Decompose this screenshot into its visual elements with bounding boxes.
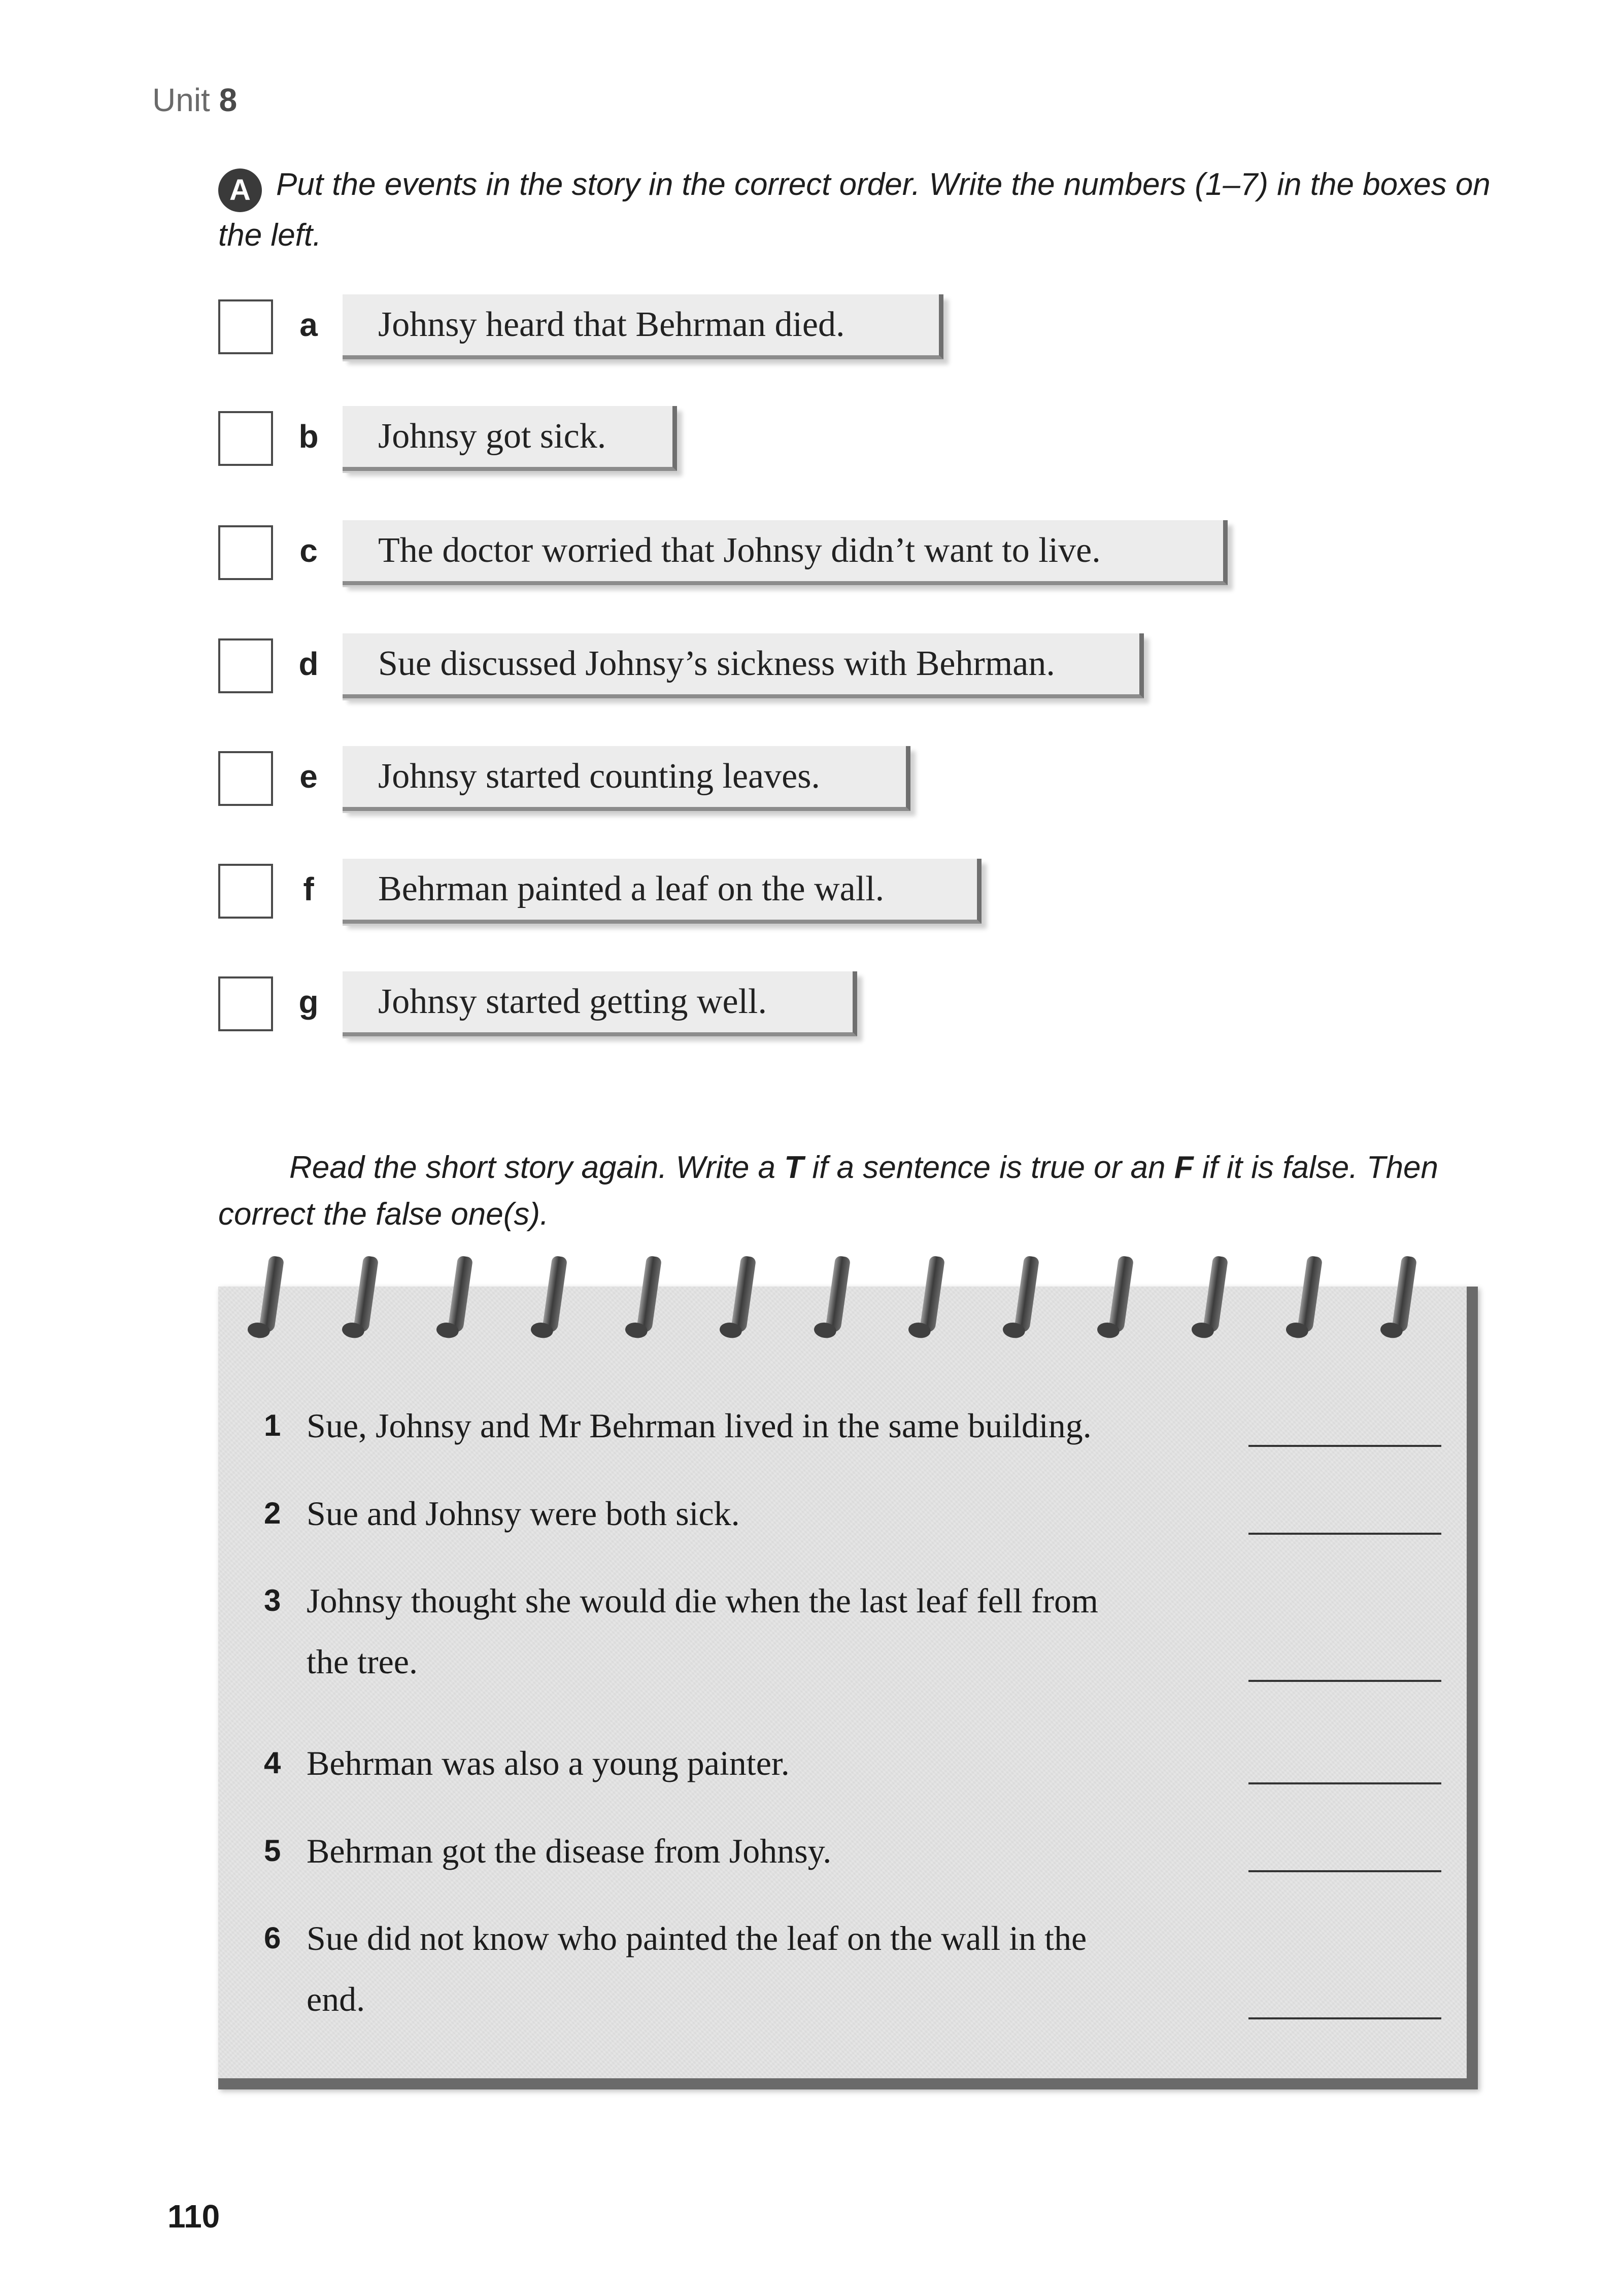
- statement-text: Behrman was also a young painter.: [307, 1744, 790, 1782]
- statement-text-continued: the tree.: [307, 1642, 418, 1681]
- order-number-box[interactable]: [218, 864, 273, 919]
- statement-number: 4: [264, 1746, 281, 1780]
- spiral-ring: [353, 1256, 379, 1333]
- event-letter: a: [299, 307, 318, 343]
- true-false-answer-line[interactable]: [1248, 1782, 1441, 1784]
- event-text-strip: Johnsy started counting leaves.: [343, 746, 910, 811]
- statement-row: [264, 1403, 1431, 1454]
- event-letter: e: [299, 758, 318, 795]
- event-row: [218, 294, 1385, 376]
- spiral-ring: [259, 1256, 285, 1333]
- event-row: [218, 633, 1385, 715]
- statement-row: [264, 1916, 1431, 2022]
- section-a-badge: A: [218, 168, 262, 212]
- order-number-box[interactable]: [218, 299, 273, 354]
- statement-row: [264, 1741, 1431, 1792]
- section-b-instruction: Read the short story again. Write a T if a sentence is true or an F if it is false. Then correct the false one(s).: [218, 1150, 1439, 1232]
- event-row: [218, 406, 1385, 487]
- true-false-answer-line[interactable]: [1248, 2017, 1441, 2019]
- spiral-ring: [636, 1256, 662, 1333]
- spiral-ring: [731, 1256, 757, 1333]
- statement-number: 6: [264, 1921, 281, 1955]
- statement-text: Johnsy thought she would die when the last leaf fell from: [307, 1581, 1098, 1620]
- statement-number: 3: [264, 1583, 281, 1617]
- true-letter: T: [784, 1150, 804, 1185]
- order-number-box[interactable]: [218, 411, 273, 466]
- event-letter: g: [298, 984, 319, 1020]
- event-row: [218, 520, 1385, 601]
- order-number-box[interactable]: [218, 751, 273, 806]
- spiral-ring: [1014, 1256, 1040, 1333]
- statement-row: [264, 1578, 1431, 1685]
- spiral-ring: [825, 1256, 851, 1333]
- order-number-box[interactable]: [218, 976, 273, 1031]
- order-number-box[interactable]: [218, 638, 273, 693]
- event-letter: f: [303, 871, 314, 907]
- statement-number: 5: [264, 1834, 281, 1868]
- statement-row: [264, 1491, 1431, 1542]
- true-false-answer-line[interactable]: [1248, 1680, 1441, 1682]
- spiral-ring: [1392, 1256, 1417, 1333]
- spiral-ring: [542, 1256, 568, 1333]
- spiral-ring: [1297, 1256, 1323, 1333]
- event-text-strip: Sue discussed Johnsy’s sickness with Behrman.: [343, 633, 1144, 698]
- event-row: [218, 971, 1385, 1053]
- statement-text: Sue did not know who painted the leaf on the wall in the: [307, 1919, 1087, 1957]
- event-text-strip: Johnsy started getting well.: [343, 971, 857, 1036]
- event-letter: c: [299, 532, 318, 569]
- event-text-strip: Johnsy heard that Behrman died.: [343, 294, 943, 359]
- spiral-binding: [264, 1256, 1446, 1358]
- spiral-ring: [1203, 1256, 1229, 1333]
- statement-row: [264, 1829, 1431, 1879]
- true-false-answer-line[interactable]: [1248, 1445, 1441, 1447]
- true-false-answer-line[interactable]: [1248, 1870, 1441, 1872]
- statement-number: 1: [264, 1408, 281, 1442]
- unit-label: Unit: [152, 82, 210, 118]
- statement-text: Sue and Johnsy were both sick.: [307, 1494, 740, 1533]
- unit-heading: [152, 81, 237, 119]
- spiral-ring: [1108, 1256, 1134, 1333]
- event-letter: d: [298, 646, 319, 682]
- section-a-instruction: [218, 161, 1497, 259]
- event-letter: b: [298, 418, 319, 455]
- statement-number: 2: [264, 1496, 281, 1530]
- event-row: [218, 746, 1385, 827]
- page-number: 110: [167, 2198, 220, 2235]
- statement-text: Sue, Johnsy and Mr Behrman lived in the same building.: [307, 1406, 1092, 1445]
- order-number-box[interactable]: [218, 525, 273, 580]
- true-false-answer-line[interactable]: [1248, 1533, 1441, 1535]
- spiral-ring: [448, 1256, 474, 1333]
- section-a-instruction-text: Put the events in the story in the correct order. Write the numbers (1–7) in the boxes on the left.: [218, 167, 1491, 253]
- event-row: [218, 859, 1385, 940]
- event-text-strip: Johnsy got sick.: [343, 406, 677, 471]
- unit-number: 8: [219, 82, 238, 118]
- spiral-ring: [920, 1256, 945, 1333]
- event-text-strip: Behrman painted a leaf on the wall.: [343, 859, 982, 924]
- statement-text: Behrman got the disease from Johnsy.: [307, 1832, 832, 1870]
- false-letter: F: [1174, 1150, 1194, 1185]
- event-text-strip: The doctor worried that Johnsy didn’t want to live.: [343, 520, 1228, 585]
- statement-text-continued: end.: [307, 1980, 365, 2018]
